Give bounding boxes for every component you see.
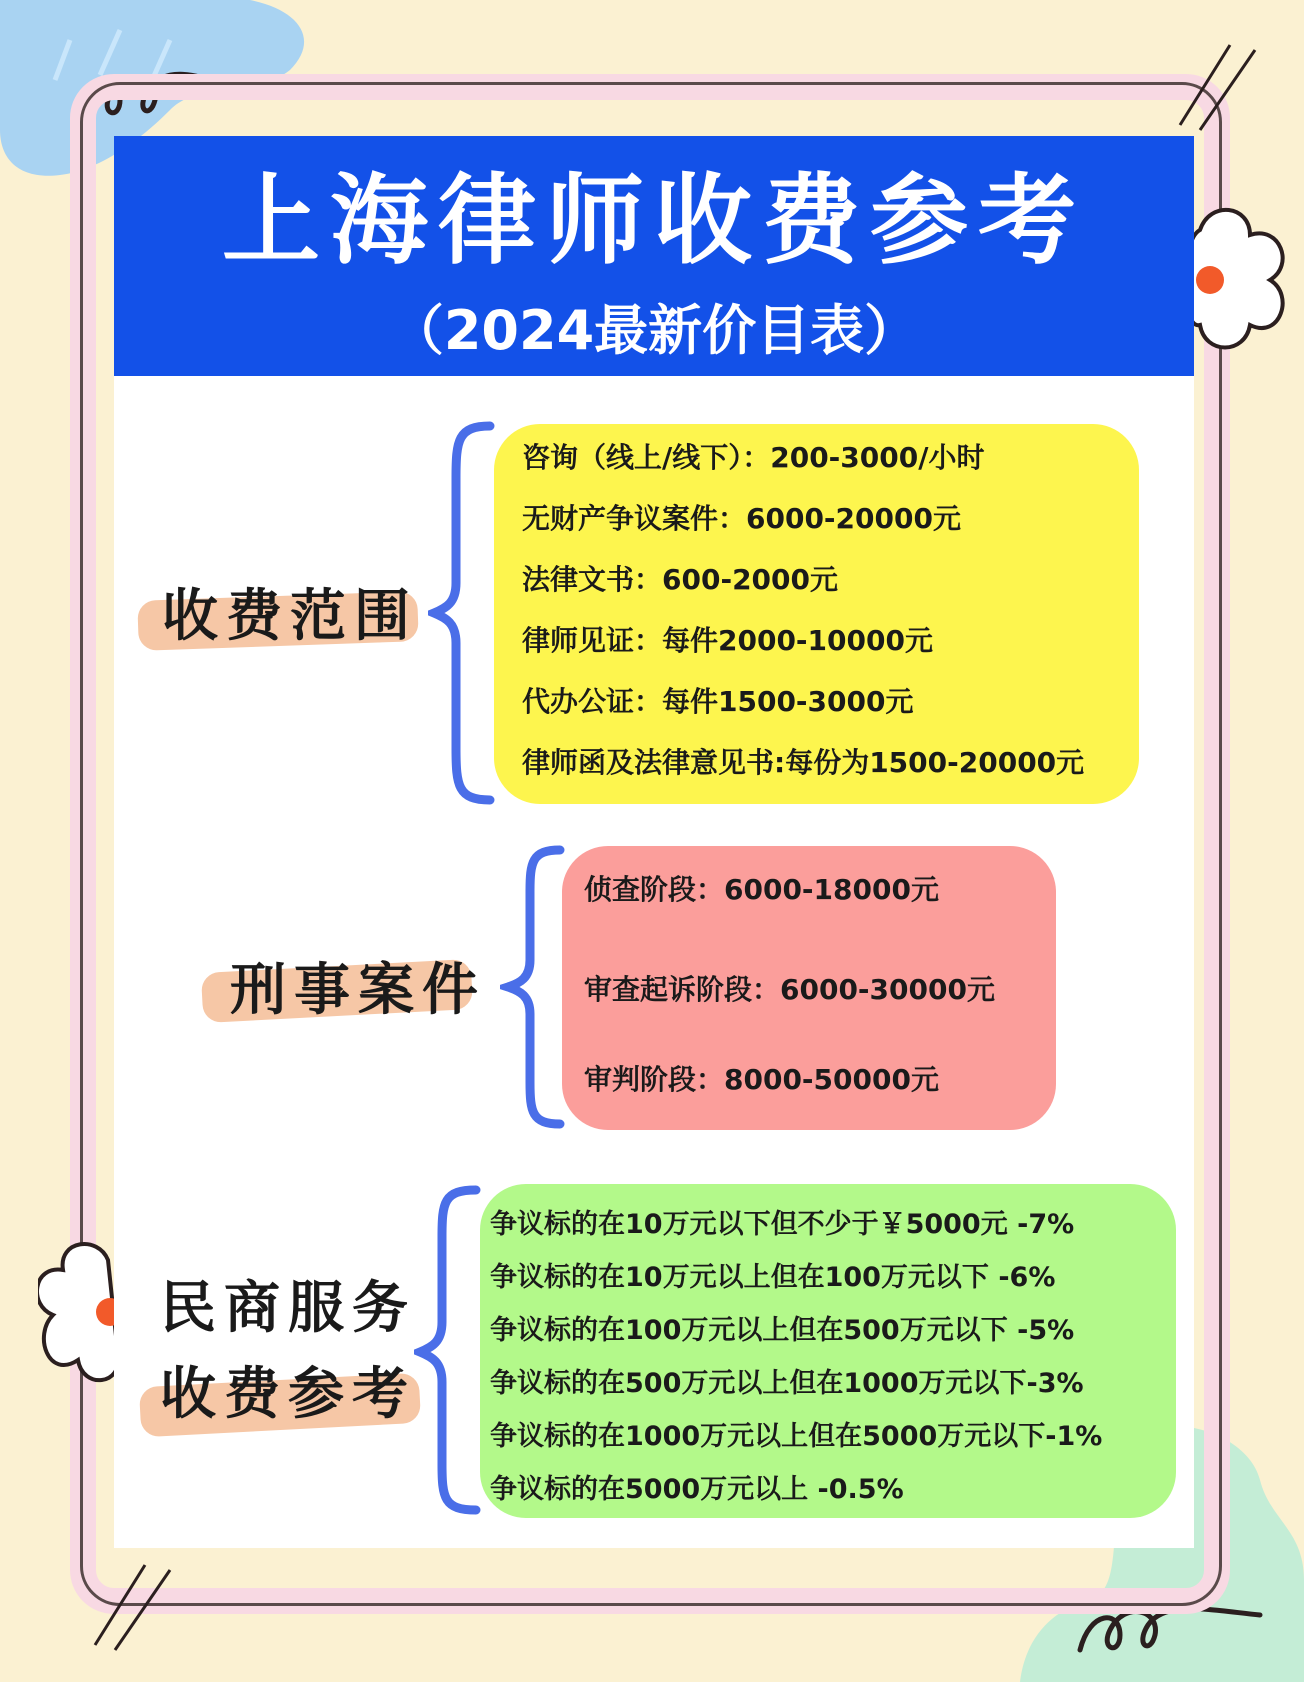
frame-tick-bottom-left	[85, 1545, 175, 1655]
fee-item: 律师见证：每件2000-10000元	[522, 624, 933, 657]
civil-box	[480, 1184, 1176, 1518]
fee-item: 法律文书：600-2000元	[522, 563, 838, 596]
brace-civil	[414, 1182, 484, 1518]
fee-item: 咨询（线上/线下）：200-3000/小时	[522, 441, 985, 474]
flower-sticker-right	[1180, 200, 1290, 360]
brace-fee-range	[428, 418, 498, 808]
fee-item: 审判阶段：8000-50000元	[584, 1063, 939, 1096]
section-label-criminal: 刑事案件	[230, 957, 486, 1023]
criminal-box	[562, 846, 1056, 1130]
fee-item: 争议标的在5000万元以上 -0.5%	[490, 1474, 904, 1505]
header-banner	[114, 136, 1194, 376]
fee-item: 争议标的在10万元以下但不少于￥5000元 -7%	[490, 1209, 1075, 1240]
fee-item: 代办公证：每件1500-3000元	[522, 685, 914, 718]
fee-item: 争议标的在100万元以上但在500万元以下 -5%	[490, 1315, 1075, 1346]
fee-item: 侦查阶段：6000-18000元	[584, 873, 939, 906]
page-title: 上海律师收费参考	[221, 164, 1086, 278]
page-subtitle: （2024最新价目表）	[389, 299, 919, 362]
section-label-civil-line1: 民商服务	[160, 1275, 416, 1341]
section-label-fee-range: 收费范围	[162, 583, 418, 649]
fee-item: 争议标的在1000万元以上但在5000万元以下-1%	[490, 1421, 1103, 1452]
section-label-civil-line2: 收费参考	[160, 1361, 416, 1427]
frame-tick-top-right	[1170, 25, 1260, 135]
fee-item: 争议标的在500万元以上但在1000万元以下-3%	[490, 1368, 1084, 1399]
fee-item: 审查起诉阶段：6000-30000元	[584, 973, 995, 1006]
fee-range-box	[494, 424, 1139, 804]
fee-item: 争议标的在10万元以上但在100万元以下 -6%	[490, 1262, 1056, 1293]
brace-criminal	[500, 842, 570, 1132]
fee-item: 无财产争议案件：6000-20000元	[522, 502, 961, 535]
fee-item: 律师函及法律意见书:每份为1500-20000元	[522, 746, 1085, 779]
